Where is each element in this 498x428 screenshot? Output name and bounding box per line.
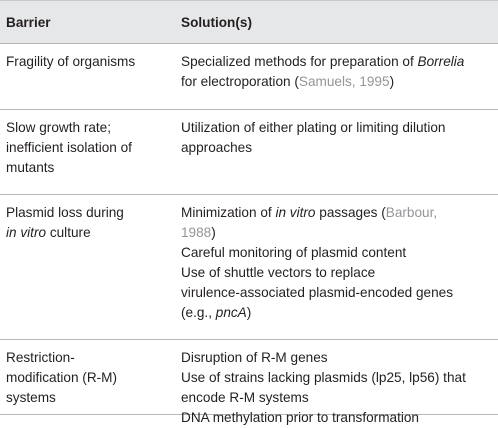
barrier-text: mutants [6, 160, 55, 175]
solution-text: Use of shuttle vectors to replace [181, 265, 376, 280]
barrier-cell [0, 348, 177, 414]
barrier-cell [0, 52, 177, 109]
solution-cell [177, 118, 498, 194]
solution-text: Utilization of either plating or limiting dilution [181, 120, 446, 135]
barrier-text: modification (R-M) [6, 370, 118, 385]
barrier-cell [0, 203, 177, 339]
barrier-text: Slow growth rate; [6, 120, 112, 135]
solution-text: DNA methylation prior to transformation [181, 410, 419, 425]
table-row [0, 339, 498, 425]
solution-cell [177, 203, 498, 339]
barrier-text: Plasmid loss during [6, 205, 124, 220]
header-solutions: Solution(s) [181, 14, 252, 30]
solution-text: Minimization of in vitro passages (Barbour, [181, 205, 438, 220]
barrier-text: in vitro culture [6, 225, 91, 240]
solution-text: Disruption of R-M genes [181, 350, 328, 365]
table-header [0, 0, 498, 43]
citation-link[interactable]: Barbour, [385, 205, 438, 220]
barrier-text: inefficient isolation of [6, 140, 132, 155]
solution-text: for electroporation (Samuels, 1995) [181, 74, 395, 89]
solution-text: virulence-associated plasmid-encoded genes [181, 285, 454, 300]
solution-text: Use of strains lacking plasmids (lp25, lp56) that [181, 370, 466, 385]
solution-text: Specialized methods for preparation of Borrelia [181, 54, 465, 69]
table-row [0, 43, 498, 109]
solution-text: 1988) [181, 225, 216, 240]
barrier-cell [0, 118, 177, 194]
solution-text: (e.g., pncA) [181, 305, 252, 320]
citation-link[interactable]: Samuels, 1995 [298, 74, 390, 89]
table-row [0, 194, 498, 339]
solution-cell [177, 348, 498, 425]
header-barrier: Barrier [6, 14, 51, 30]
solution-cell [177, 52, 498, 109]
barrier-text: Fragility of organisms [6, 54, 136, 69]
solution-text: approaches [181, 140, 253, 155]
solution-text: encode R-M systems [181, 390, 309, 405]
citation-link[interactable]: 1988 [181, 225, 212, 240]
table-row [0, 109, 498, 194]
barrier-text: systems [6, 390, 56, 405]
barrier-text: Restriction- [6, 350, 75, 365]
solution-text: Careful monitoring of plasmid content [181, 245, 407, 260]
